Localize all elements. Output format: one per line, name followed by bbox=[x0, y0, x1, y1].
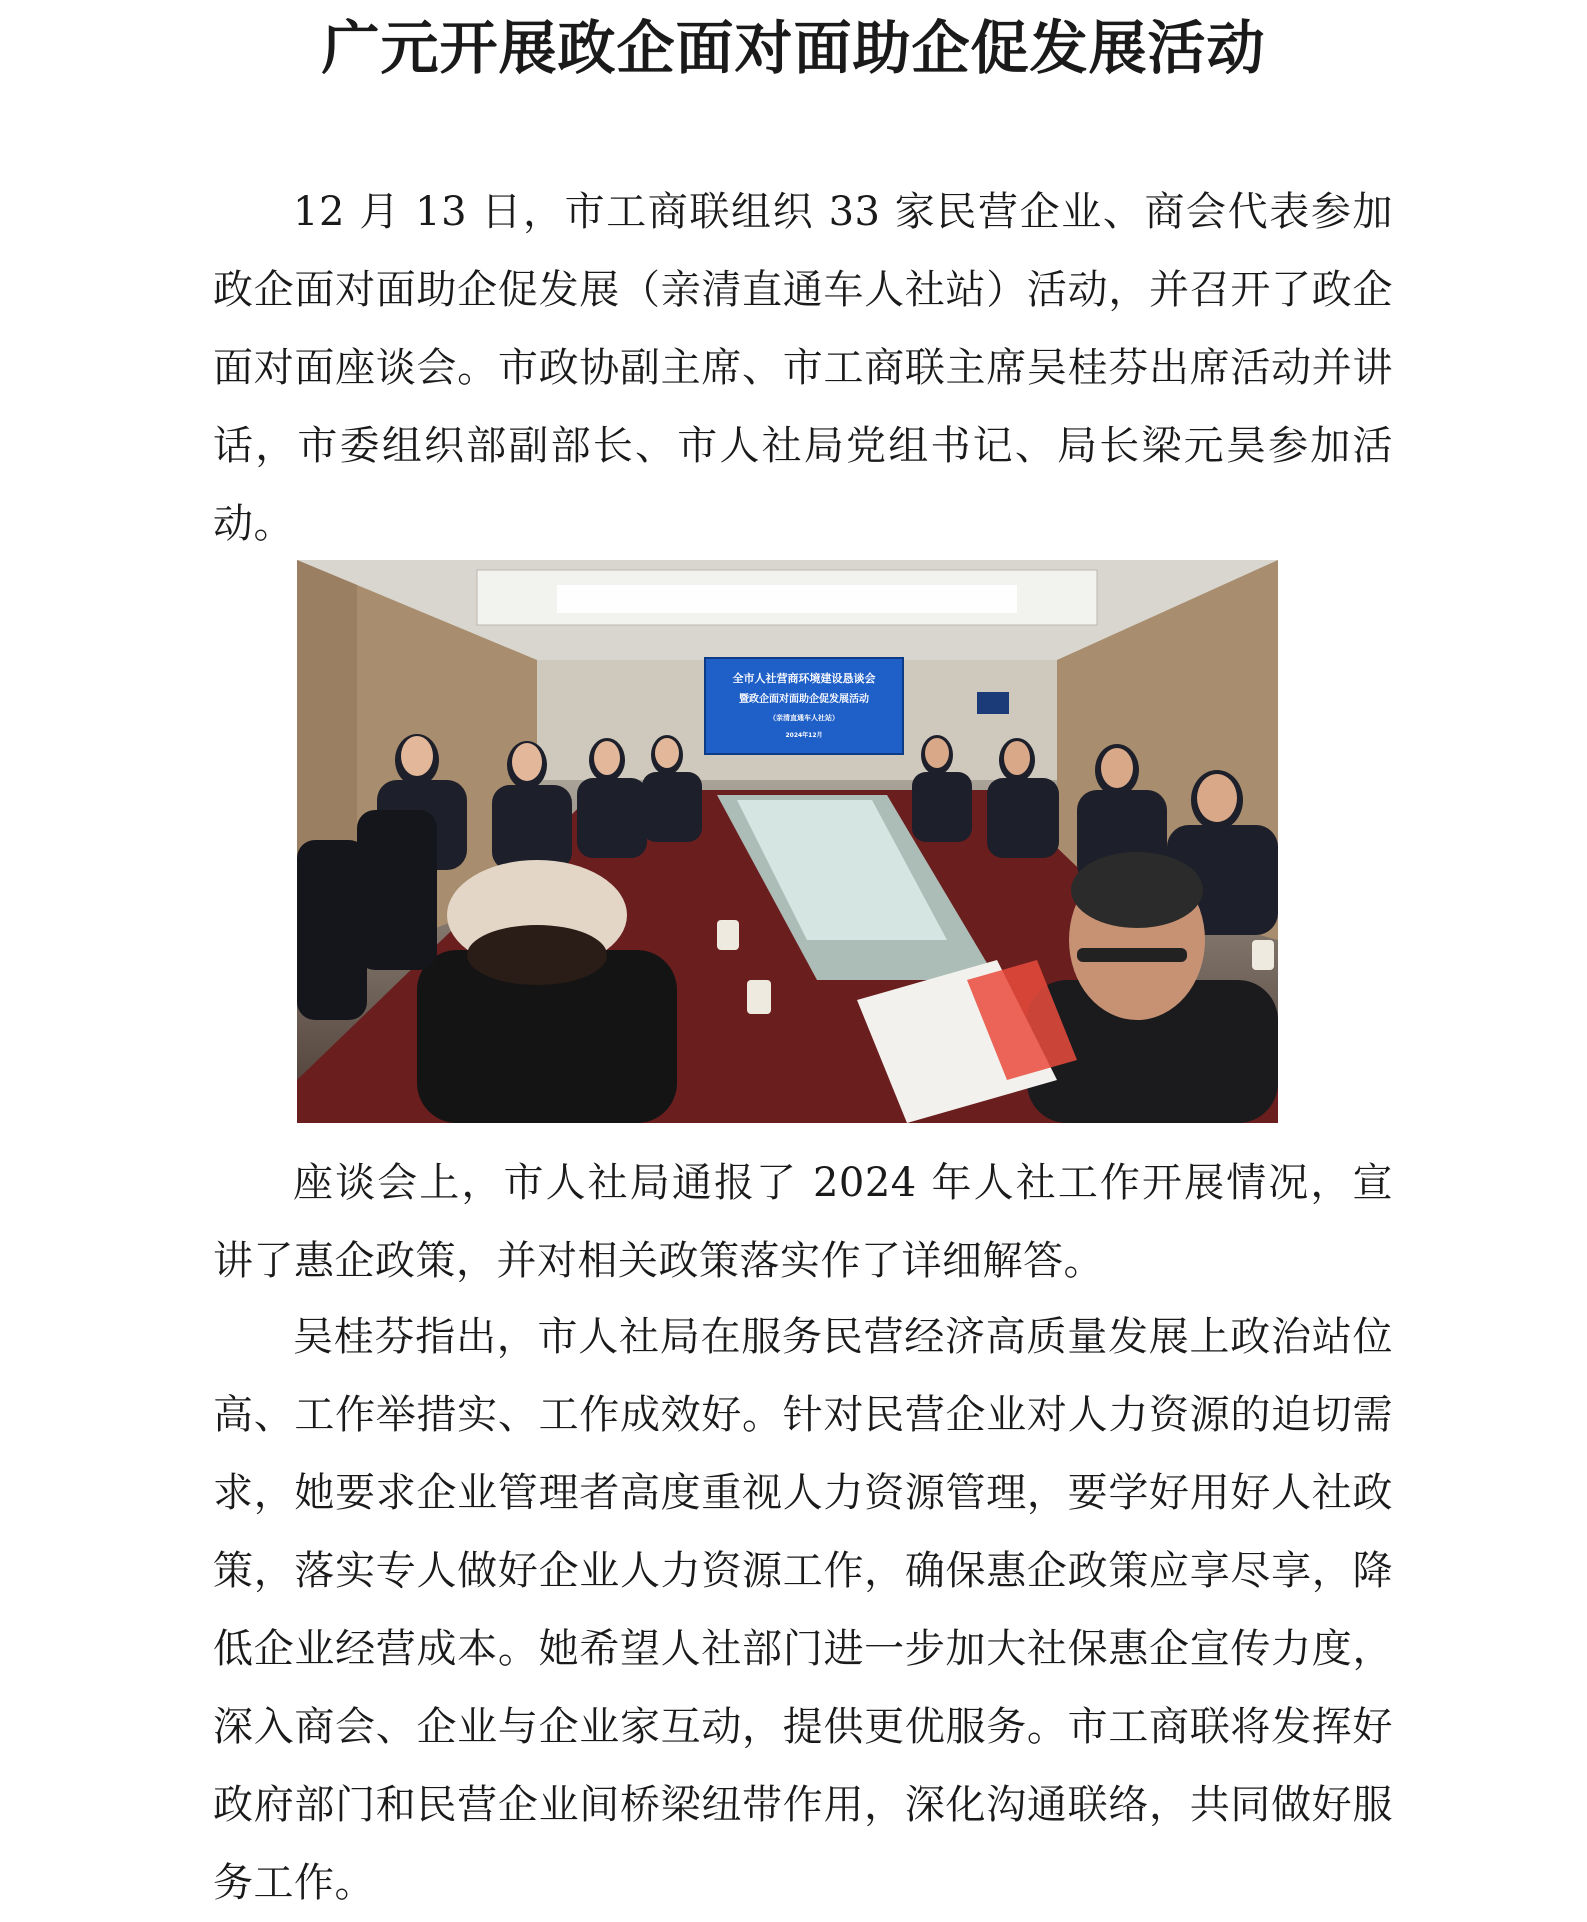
screen-line-4: 2024年12月 bbox=[785, 732, 823, 739]
paragraph-speech: 吴桂芬指出，市人社局在服务民营经济高质量发展上政治站位高、工作举措实、工作成效好。针对民营企业对人力资源的迫切需求，她要求企业管理者高度重视人力资源管理，要学好用好人社政策，落实专人做好企业人力资源工作，确保惠企政策应享尽享，降低企业经营成本。她希望人社部门进一步加大社保惠企宣传力度，深入商会、企业与企业家互动，提供更优服务。市工商联将发挥好政府部门和民营企业间桥梁纽带作用，深化沟通联络，共同做好服务工作。 bbox=[213, 1314, 1393, 1906]
article-title: 广元开展政企面对面助企促发展活动 bbox=[321, 14, 1266, 82]
meeting-photo-illustration bbox=[297, 560, 1278, 1123]
screen-line-2: 暨政企面对面助企促发展活动 bbox=[739, 694, 869, 705]
paragraph-briefing: 座谈会上，市人社局通报了 2024 年人社工作开展情况，宣讲了惠企政策，并对相关政策落实作了详细解答。 bbox=[213, 1160, 1393, 1284]
screen-line-1: 全市人社营商环境建设恳谈会 bbox=[732, 672, 876, 685]
paragraph-intro: 12 月 13 日，市工商联组织 33 家民营企业、商会代表参加政企面对面助企促发展（亲清直通车人社站）活动，并召开了政企面对面座谈会。市政协副主席、市工商联主席吴桂芬出席活动并讲话，市委组织部副部长、市人社局党组书记、局长梁元昊参加活动。 bbox=[213, 189, 1393, 547]
screen-line-3: （亲清直通车人社站） bbox=[769, 714, 839, 722]
meeting-photo bbox=[297, 560, 1278, 1123]
